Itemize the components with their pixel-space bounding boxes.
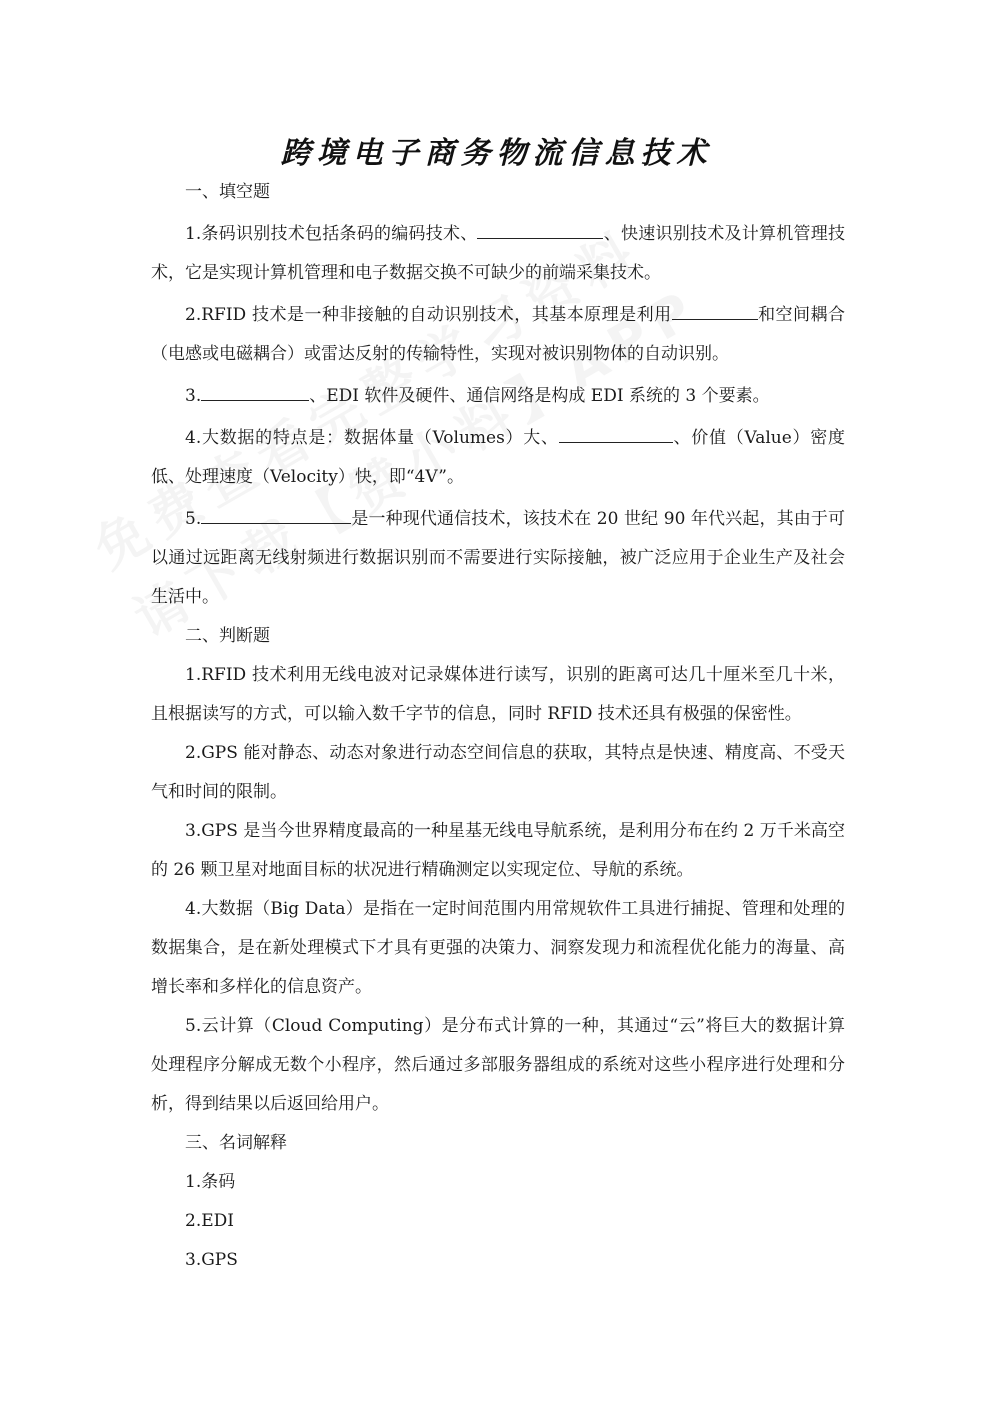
answer-blank-4 bbox=[559, 416, 673, 443]
fill-question-4-part-a: 4.大数据的特点是：数据体量（Volumes）大、 bbox=[185, 428, 559, 448]
fill-question-4 bbox=[151, 416, 845, 497]
section-heading-true-false: 二、判断题 bbox=[185, 626, 270, 646]
term-item-2: 2.EDI bbox=[185, 1211, 234, 1231]
answer-blank-2 bbox=[672, 293, 758, 320]
judge-question-3: 3.GPS 是当今世界精度最高的一种星基无线电导航系统，是利用分布在约 2 万千米高空的 26 颗卫星对地面目标的状况进行精确测定以实现定位、导航的系统。 bbox=[151, 821, 845, 880]
fill-question-4-part-b: 、价值（Value）密度低、处理速度（Velocity）快，即“4V”。 bbox=[151, 428, 845, 487]
fill-question-5 bbox=[151, 497, 845, 617]
fill-question-3 bbox=[151, 374, 845, 416]
section-heading-fill-in: 一、填空题 bbox=[185, 182, 270, 202]
fill-question-3-part-b: 、EDI 软件及硬件、通信网络是构成 EDI 系统的 3 个要素。 bbox=[309, 386, 770, 406]
answer-blank-5 bbox=[201, 497, 351, 524]
fill-question-1 bbox=[151, 212, 845, 293]
fill-question-2 bbox=[151, 293, 845, 374]
section-heading-terms: 三、名词解释 bbox=[185, 1133, 287, 1153]
term-item-3: 3.GPS bbox=[185, 1250, 238, 1270]
document-title: 跨境电子商务物流信息技术 bbox=[280, 136, 713, 171]
judge-question-2: 2.GPS 能对静态、动态对象进行动态空间信息的获取，其特点是快速、精度高、不受天气和时间的限制。 bbox=[151, 743, 845, 802]
fill-question-1-part-a: 1.条码识别技术包括条码的编码技术、 bbox=[185, 224, 478, 244]
term-item-1: 1.条码 bbox=[185, 1172, 236, 1192]
judge-question-4: 4.大数据（Big Data）是指在一定时间范围内用常规软件工具进行捕捉、管理和处理的数据集合，是在新处理模式下才具有更强的决策力、洞察发现力和流程优化能力的海量、高增长率和多样化的信息资产。 bbox=[151, 899, 845, 997]
fill-question-5-part-a: 5. bbox=[185, 509, 202, 529]
fill-question-3-part-a: 3. bbox=[185, 386, 202, 406]
document-body bbox=[151, 173, 845, 1280]
judge-question-1: 1.RFID 技术利用无线电波对记录媒体进行读写，识别的距离可达几十厘米至几十米，且根据读写的方式，可以输入数千字节的信息，同时 RFID 技术还具有极强的保密性。 bbox=[151, 665, 845, 724]
fill-question-5-part-b: 是一种现代通信技术，该技术在 20 世纪 90 年代兴起，其由于可以通过远距离无线射频进行数据识别而不需要进行实际接触，被广泛应用于企业生产及社会生活中。 bbox=[151, 509, 845, 607]
answer-blank-3 bbox=[201, 374, 309, 401]
answer-blank-1 bbox=[477, 212, 603, 239]
fill-question-1-part-b: 、快速识别技术及计算机管理技术，它是实现计算机管理和电子数据交换不可缺少的前端采集技术。 bbox=[151, 224, 845, 283]
fill-question-2-part-b: 和空间耦合（电感或电磁耦合）或雷达反射的传输特性，实现对被识别物体的自动识别。 bbox=[151, 305, 845, 364]
judge-question-5: 5.云计算（Cloud Computing）是分布式计算的一种，其通过“云”将巨大的数据计算处理程序分解成无数个小程序，然后通过多部服务器组成的系统对这些小程序进行处理和分析，得到结果以后返回给用户。 bbox=[151, 1016, 845, 1114]
fill-question-2-part-a: 2.RFID 技术是一种非接触的自动识别技术，其基本原理是利用 bbox=[185, 305, 672, 325]
